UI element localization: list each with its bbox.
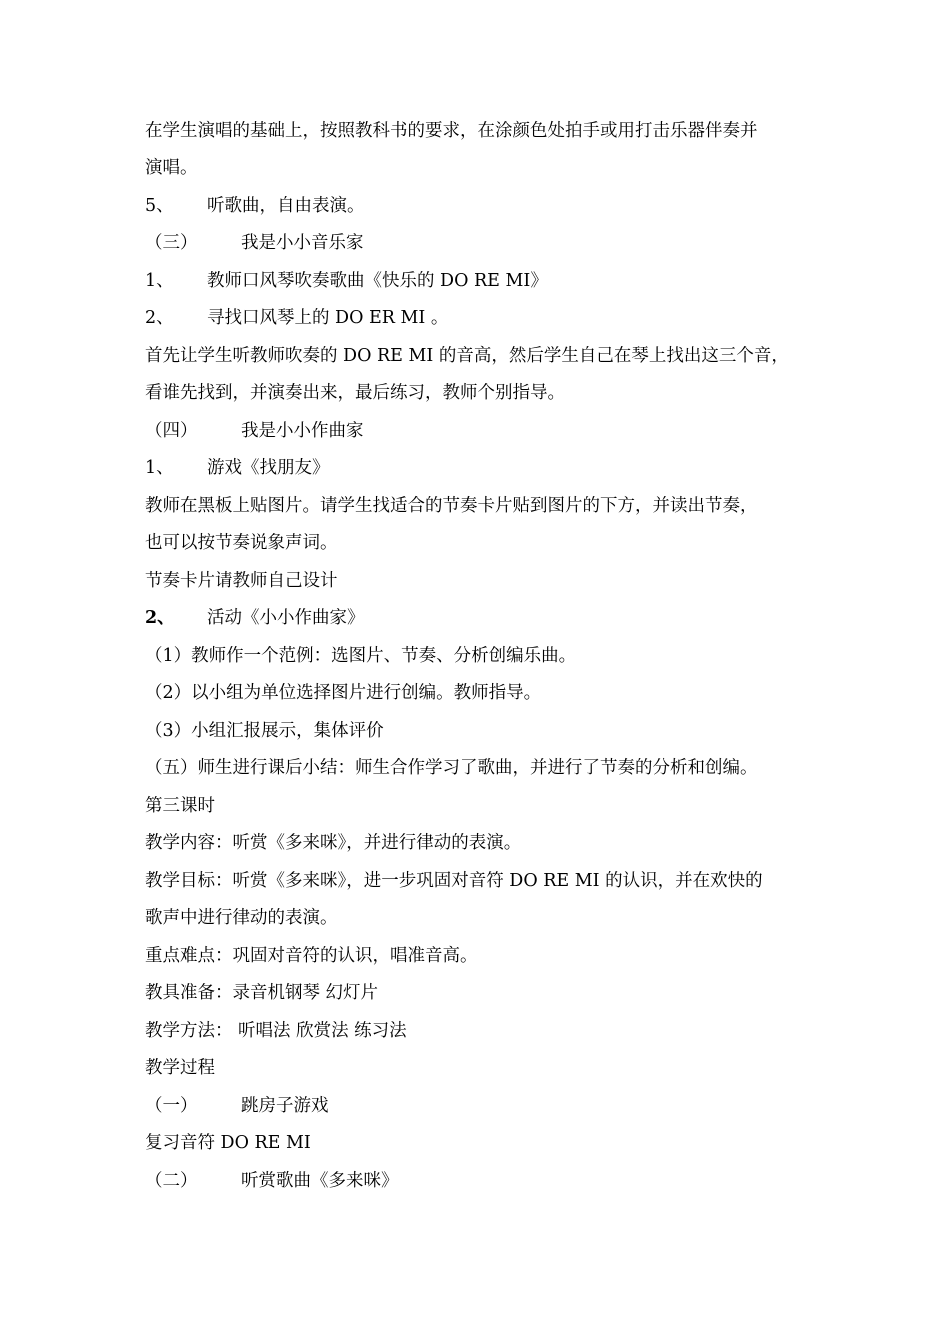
item-number: 1、 (145, 458, 174, 478)
section-heading: （三） 我是小小音乐家 (145, 233, 364, 253)
item-number: 2、 (145, 608, 175, 628)
paragraph-line: 教学过程 (145, 1058, 215, 1078)
paragraph-line: 在学生演唱的基础上，按照教科书的要求，在涂颜色处拍手或用打击乐器伴奏并 (145, 121, 758, 141)
paragraph-line: 复习音符 DO RE MI (145, 1133, 311, 1153)
paragraph-line: （3）小组汇报展示，集体评价 (145, 721, 384, 741)
numbered-item: 5、 听歌曲，自由表演。 (145, 196, 365, 216)
paragraph-line: 教具准备：录音机钢琴 幻灯片 (145, 983, 379, 1003)
paragraph-line: 歌声中进行律动的表演。 (145, 908, 338, 928)
paragraph-line: 第三课时 (145, 796, 215, 816)
paragraph-line: 首先让学生听教师吹奏的 DO RE MI 的音高，然后学生自己在琴上找出这三个音， (145, 346, 789, 366)
item-number: 5、 (145, 196, 174, 216)
section-heading: （四） 我是小小作曲家 (145, 421, 364, 441)
section-number: （二） (145, 1171, 198, 1191)
paragraph-line: 教学目标：听赏《多来咪》，进一步巩固对音符 DO RE MI 的认识，并在欢快的 (145, 871, 763, 891)
paragraph-line: （1）教师作一个范例：选图片、节奏、分析创编乐曲。 (145, 646, 577, 666)
item-number: 1、 (145, 271, 174, 291)
paragraph-line: 重点难点：巩固对音符的认识，唱准音高。 (145, 946, 478, 966)
paragraph-line: 节奏卡片请教师自己设计 (145, 571, 338, 591)
paragraph-line: （2）以小组为单位选择图片进行创编。教师指导。 (145, 683, 542, 703)
section-heading: （二） 听赏歌曲《多来咪》 (145, 1171, 399, 1191)
paragraph-line: 教学内容：听赏《多来咪》，并进行律动的表演。 (145, 833, 522, 853)
paragraph-line: 演唱。 (145, 158, 198, 178)
paragraph-line: （五）师生进行课后小结：师生合作学习了歌曲，并进行了节奏的分析和创编。 (145, 758, 758, 778)
numbered-item: 2、 活动《小小作曲家》 (145, 608, 365, 628)
section-heading: （一） 跳房子游戏 (145, 1096, 329, 1116)
numbered-item: 2、 寻找口风琴上的 DO ER MI 。 (145, 308, 449, 328)
numbered-item: 1、 游戏《找朋友》 (145, 458, 330, 478)
item-number: 2、 (145, 308, 174, 328)
numbered-item: 1、 教师口风琴吹奏歌曲《快乐的 DO RE MI》 (145, 271, 548, 291)
section-number: （一） (145, 1096, 198, 1116)
paragraph-line: 也可以按节奏说象声词。 (145, 533, 338, 553)
paragraph-line: 教学方法： 听唱法 欣赏法 练习法 (145, 1021, 407, 1041)
paragraph-line: 看谁先找到，并演奏出来，最后练习，教师个别指导。 (145, 383, 565, 403)
paragraph-line: 教师在黑板上贴图片。请学生找适合的节奏卡片贴到图片的下方，并读出节奏， (145, 496, 758, 516)
section-number: （三） (145, 233, 198, 253)
section-number: （四） (145, 421, 198, 441)
